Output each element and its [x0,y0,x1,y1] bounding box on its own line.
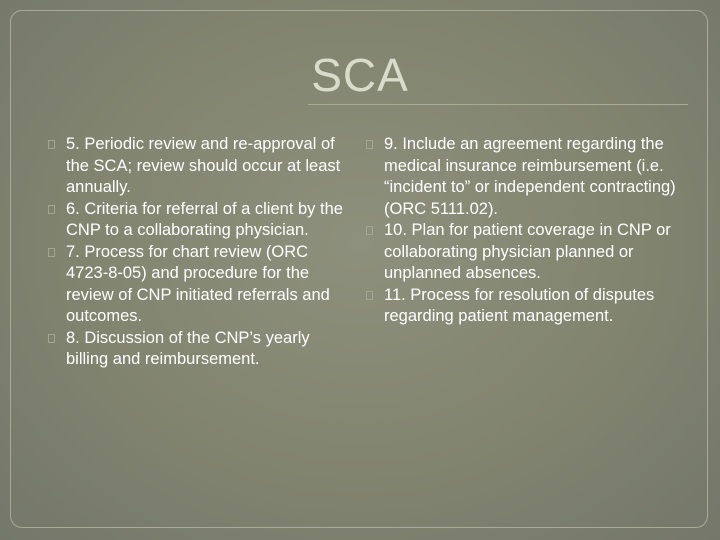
bullet-icon [366,226,373,235]
list-item [366,220,682,285]
bullet-icon [366,140,373,149]
title-underline [308,104,688,105]
bullet-icon [48,334,55,343]
list-item-text: 9. Include an agreement regarding the medical insurance reimbursement (i.e. “incident to” or independent contracting) (ORC 5111.02). [384,135,676,218]
bullet-icon [48,205,55,214]
list-item [366,285,682,328]
list-item-text: 8. Discussion of the CNP’s yearly billing and reimbursement. [66,328,310,368]
list-item-text: 5. Periodic review and re-approval of the SCA; review should occur at least annually. [66,135,341,196]
list-item-text: 6. Criteria for referral of a client by the CNP to a collaborating physician. [66,199,343,239]
right-bullet-list [366,134,682,328]
list-item-text: 11. Process for resolution of disputes regarding patient management. [384,285,655,325]
list-item [366,134,682,220]
bullet-icon [48,140,55,149]
bullet-icon [48,248,55,257]
list-item [48,199,348,242]
list-item [48,134,348,199]
slide-title: SCA [311,49,409,101]
list-item [48,328,348,371]
bullet-icon [366,291,373,300]
list-item-text: 7. Process for chart review (ORC 4723-8-05) and procedure for the review of CNP initiated referrals and outcomes. [66,242,330,325]
list-item-text: 10. Plan for patient coverage in CNP or collaborating physician planned or unplanned absences. [384,221,671,282]
left-bullet-list [48,134,348,371]
list-item [48,242,348,328]
